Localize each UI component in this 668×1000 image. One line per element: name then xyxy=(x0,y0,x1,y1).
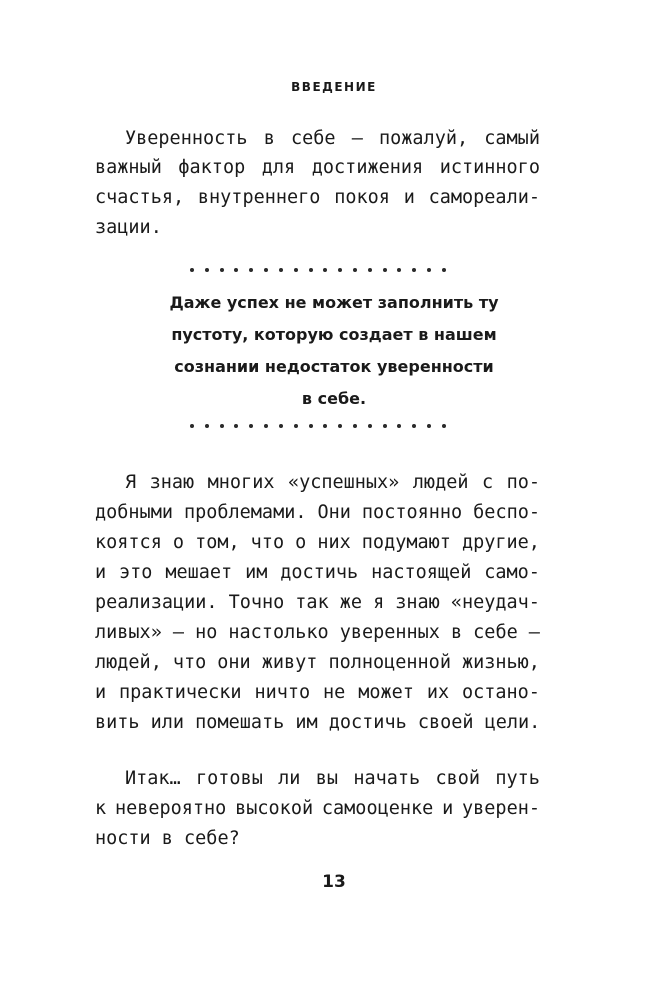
divider-dot xyxy=(205,268,209,272)
divider-dot xyxy=(383,424,387,428)
divider-dot xyxy=(220,268,224,272)
word: счастья, xyxy=(95,187,185,208)
word: своей xyxy=(417,712,474,733)
word: мешает xyxy=(165,562,233,583)
divider-dot xyxy=(264,268,268,272)
text-line xyxy=(125,468,540,498)
word: само- xyxy=(484,562,540,583)
divider-dot xyxy=(338,424,342,428)
word: для xyxy=(261,157,296,178)
word: пожалуй, xyxy=(379,128,469,149)
word: себе xyxy=(473,622,518,643)
divider-dot xyxy=(427,268,431,272)
word: останo- xyxy=(461,682,540,703)
word: зации. xyxy=(95,217,162,238)
word: себе xyxy=(290,128,336,149)
word: и xyxy=(442,798,454,819)
word: достичь xyxy=(328,712,407,733)
divider-dot xyxy=(383,268,387,272)
text-line xyxy=(95,498,540,528)
word: высокой xyxy=(235,798,314,819)
word: другие, xyxy=(461,532,540,553)
word: о xyxy=(295,532,307,553)
word: самый xyxy=(484,128,540,149)
word: Они xyxy=(317,502,351,523)
word: настоящей xyxy=(371,562,472,583)
divider-dot xyxy=(190,424,194,428)
divider-dot xyxy=(249,268,253,272)
word: достичь xyxy=(280,562,359,583)
word: в xyxy=(450,622,463,643)
divider-dot xyxy=(309,268,313,272)
divider-dot xyxy=(190,268,194,272)
divider-dot xyxy=(353,268,357,272)
divider-dot xyxy=(442,268,446,272)
word: важный xyxy=(95,157,162,178)
divider-dot xyxy=(323,424,327,428)
word: невероятно xyxy=(114,798,227,819)
word: людей xyxy=(412,472,469,493)
word: знаю xyxy=(149,472,195,493)
word: свой xyxy=(435,768,481,789)
divider-dot xyxy=(397,424,401,428)
divider-dot xyxy=(338,268,342,272)
word: Уверенность xyxy=(125,128,248,149)
text-line xyxy=(95,558,540,588)
word: истинного xyxy=(439,157,540,178)
word: о xyxy=(172,532,185,553)
word: их xyxy=(426,682,450,703)
divider-dot xyxy=(368,268,372,272)
word: цели. xyxy=(484,712,541,733)
word: что xyxy=(172,652,207,673)
page-number: 13 xyxy=(322,872,346,892)
word: фактор xyxy=(178,157,246,178)
word: может xyxy=(358,682,414,703)
divider-dot xyxy=(397,268,401,272)
word: к xyxy=(95,798,107,819)
divider-dot xyxy=(412,268,416,272)
word: многих xyxy=(207,472,275,493)
divider-dot xyxy=(412,424,416,428)
divider-dot xyxy=(427,424,431,428)
text-line xyxy=(95,618,540,648)
word: им xyxy=(245,562,268,583)
word: — xyxy=(351,128,363,149)
word: уверен- xyxy=(462,798,540,819)
word: Итак… xyxy=(125,768,181,789)
word: покоя xyxy=(334,187,390,208)
word: «неудач- xyxy=(450,592,540,613)
word: вить xyxy=(95,712,140,733)
word: путь xyxy=(495,768,540,789)
divider-dot xyxy=(279,424,283,428)
word: самооценке xyxy=(321,798,434,819)
word: или xyxy=(150,712,185,733)
text-line xyxy=(95,528,540,558)
word: проблемами. xyxy=(183,502,307,523)
word: беспо- xyxy=(473,502,540,523)
word: с xyxy=(481,472,494,493)
text-line xyxy=(95,153,540,183)
word: так xyxy=(295,592,329,613)
word: достижения xyxy=(311,157,424,178)
divider-dot xyxy=(368,424,372,428)
word: это xyxy=(119,562,153,583)
word: коятся xyxy=(95,532,162,553)
word: реализации. xyxy=(95,592,218,613)
text-line xyxy=(95,794,540,824)
pull-quote-line-1: Даже успех не может заполнить ту xyxy=(169,293,499,312)
word: в xyxy=(263,128,275,149)
pull-quote-line-3: сознании недостаток уверенности xyxy=(174,357,494,376)
word: в xyxy=(161,828,173,849)
text-line xyxy=(95,648,540,678)
word: постоянно xyxy=(361,502,463,523)
word: том, xyxy=(195,532,240,553)
word: людей, xyxy=(95,652,162,673)
word: не xyxy=(323,682,346,703)
text-line xyxy=(95,708,540,738)
divider-dot xyxy=(309,424,313,428)
divider-dot xyxy=(220,424,224,428)
pull-quote-line-2: пустоту, которую создает в нашем xyxy=(171,325,497,344)
text-line xyxy=(95,213,540,243)
word: жизнью, xyxy=(461,652,540,673)
word: настолько xyxy=(228,622,329,643)
divider-dot xyxy=(234,268,238,272)
word: самореали- xyxy=(428,187,540,208)
word: они xyxy=(217,652,251,673)
divider-dot xyxy=(323,268,327,272)
text-line xyxy=(95,824,540,854)
word: и xyxy=(95,562,107,583)
word: себе? xyxy=(184,828,240,849)
word: ли xyxy=(278,768,301,789)
word: вы xyxy=(315,768,339,789)
word: готовы xyxy=(196,768,263,789)
word: добными xyxy=(95,502,173,523)
word: Я xyxy=(125,472,137,493)
word: им xyxy=(295,712,318,733)
word: ливых» xyxy=(95,622,162,643)
word: же xyxy=(339,592,363,613)
divider-dot xyxy=(294,424,298,428)
word: ничто xyxy=(254,682,311,703)
divider-dot xyxy=(264,424,268,428)
text-line xyxy=(95,183,540,213)
text-line xyxy=(95,588,540,618)
word: по- xyxy=(506,472,540,493)
divider-dot xyxy=(205,424,209,428)
dotted-divider-bottom xyxy=(190,423,446,429)
chapter-title: ВВЕДЕНИЕ xyxy=(291,80,377,94)
text-line xyxy=(95,678,540,708)
word: живут xyxy=(261,652,318,673)
word: полноценной xyxy=(328,652,451,673)
divider-dot xyxy=(442,424,446,428)
word: Точно xyxy=(228,592,285,613)
divider-dot xyxy=(353,424,357,428)
divider-dot xyxy=(279,268,283,272)
pull-quote-line-4: в себе. xyxy=(301,389,367,408)
divider-dot xyxy=(294,268,298,272)
word: и xyxy=(95,682,107,703)
word: уверенных xyxy=(339,622,440,643)
word: что xyxy=(250,532,285,553)
divider-dot xyxy=(234,424,238,428)
word: «успешных» xyxy=(287,472,400,493)
word: но xyxy=(195,622,218,643)
word: ности xyxy=(95,828,151,849)
text-line xyxy=(125,764,540,794)
text-line xyxy=(125,124,540,154)
word: начать xyxy=(353,768,421,789)
dotted-divider-top xyxy=(190,267,446,273)
word: и xyxy=(403,187,415,208)
word: практически xyxy=(119,682,242,703)
word: внутреннего xyxy=(197,187,321,208)
word: помешать xyxy=(195,712,285,733)
word: я xyxy=(373,592,385,613)
word: знаю xyxy=(395,592,440,613)
word: них xyxy=(317,532,351,553)
word: — xyxy=(528,622,540,643)
word: — xyxy=(172,622,185,643)
word: подумают xyxy=(361,532,451,553)
divider-dot xyxy=(249,424,253,428)
